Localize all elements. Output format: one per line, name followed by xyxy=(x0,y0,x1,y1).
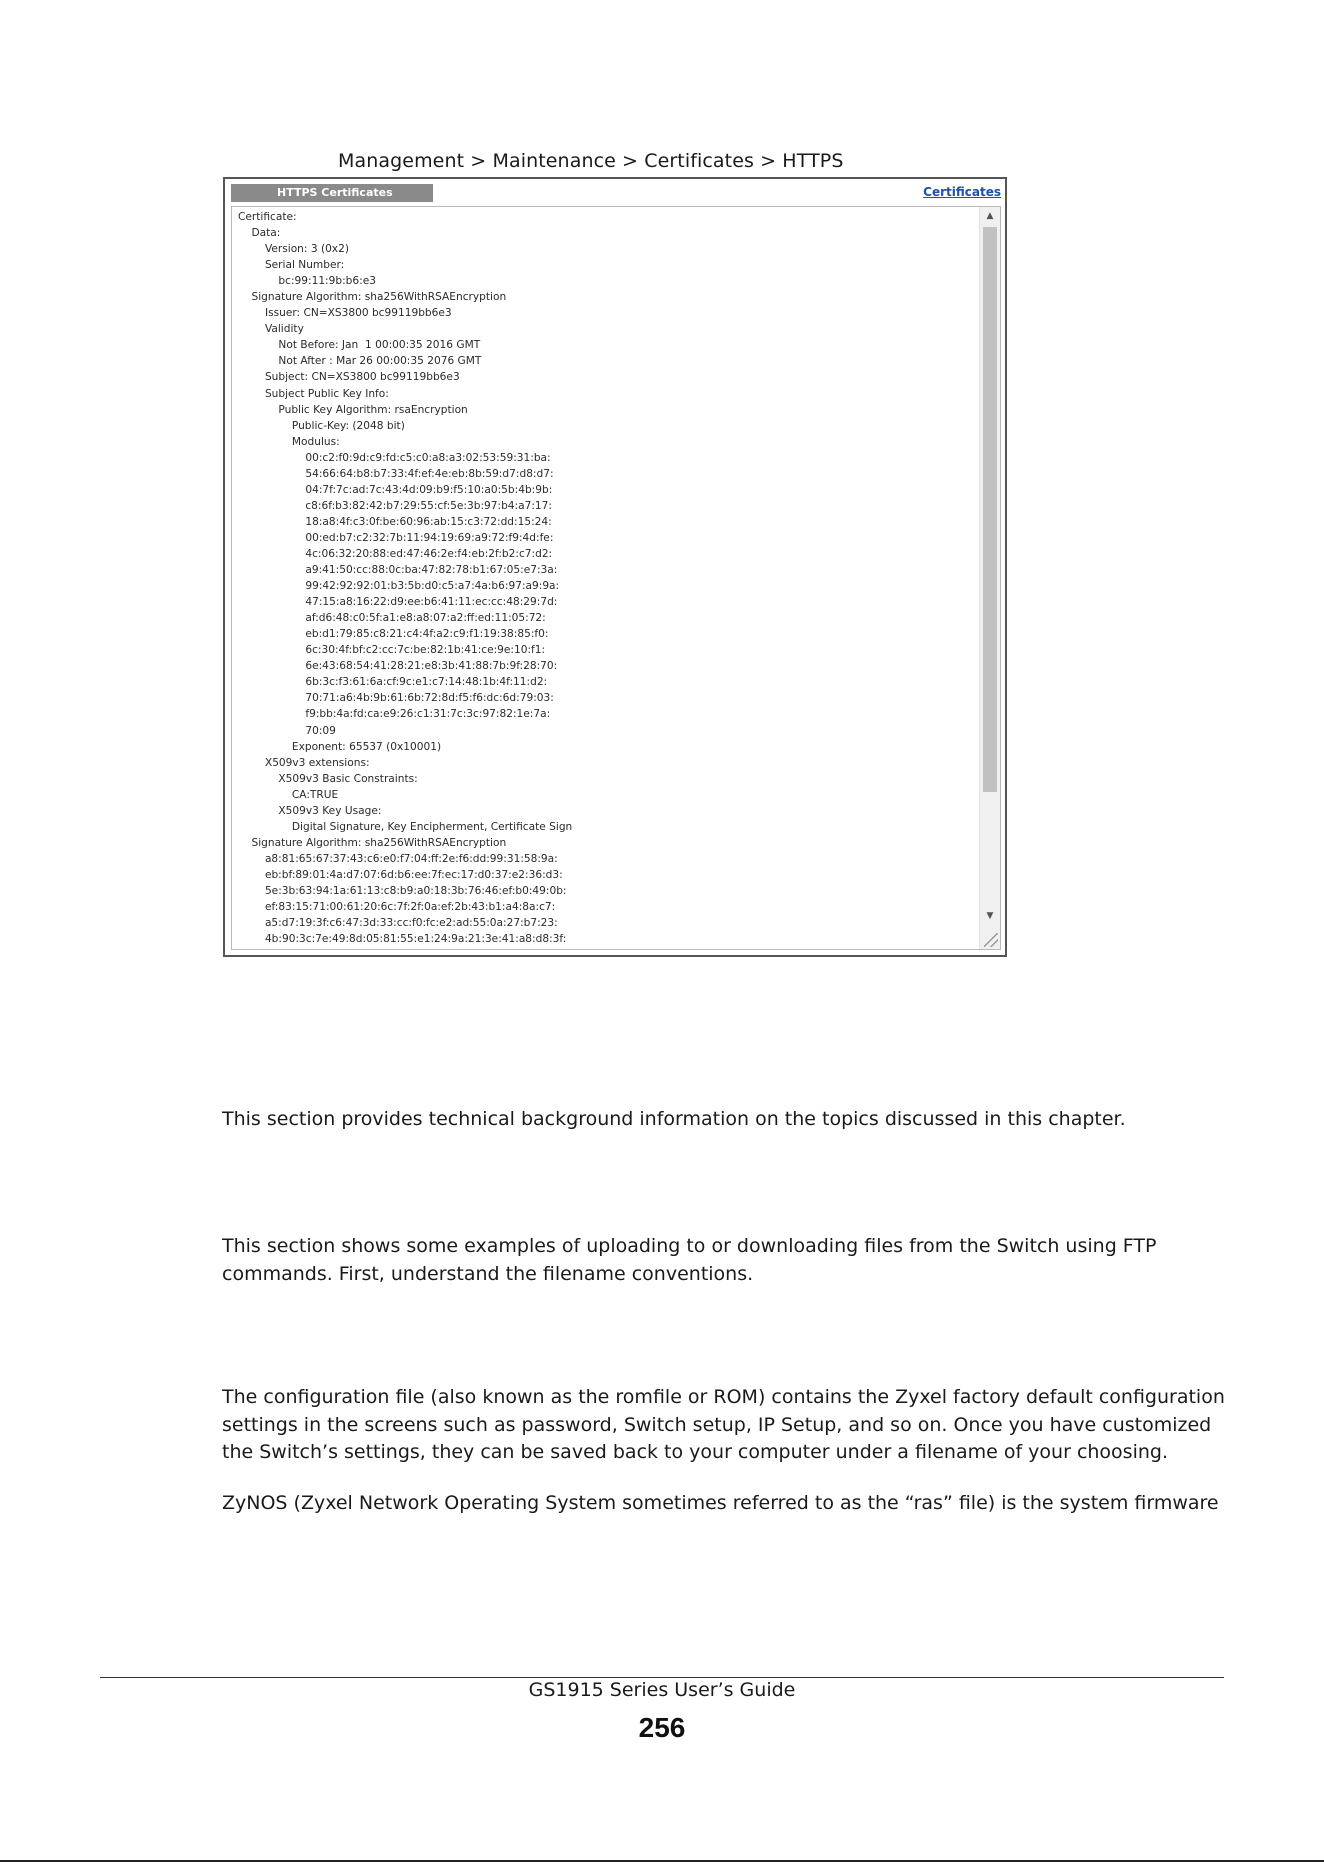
panel-tab-title: HTTPS Certificates xyxy=(231,184,433,202)
resize-grip-icon[interactable] xyxy=(984,933,998,947)
paragraph-background-info: This section provides technical background information on the topics discussed in this chapter. xyxy=(222,1108,1126,1130)
https-certificates-panel xyxy=(223,177,1007,957)
page-number: 256 xyxy=(638,1712,686,1743)
scroll-up-arrow-icon[interactable]: ▲ xyxy=(986,211,994,221)
paragraph-zynos: ZyNOS (Zyxel Network Operating System sometimes referred to as the “ras” file) is the system firmware xyxy=(222,1492,1219,1514)
scroll-down-arrow-icon[interactable]: ▼ xyxy=(986,911,994,921)
certificate-textarea[interactable] xyxy=(231,206,1001,950)
paragraph-configuration-file: The configuration file (also known as the romfile or ROM) contains the Zyxel factory default configuration settings in the screens such as password, Switch setup, IP Setup, and so on. Once you have customized the Switch’s settings, they can be saved back to your computer under a filename of your choosing. xyxy=(222,1386,1225,1463)
certificate-text: Certificate: Data: Version: 3 (0x2) Serial Number: bc:99:11:9b:b6:e3 Signature Algorithm: sha256WithRSAEncryption Issuer: CN=XS3800 bc99119bb6e3 Validity Not Before: Jan 1 00:00:35 2016 GMT Not After : Mar 26 00:00:35 2076 GMT Subject: CN=XS3800 bc99119bb6e3 Subject Public Key Info: Public Key Algorithm: rsaEncryption Public-Key: (2048 bit) Modulus: 00:c2:f0:9d:c9:fd:c5:c0:a8:a3:02:53:59:31:ba: 54:66:64:b8:b7:33:4f:ef:4e:eb:8b:59:d7:d8:d7: 04:7f:7c:ad:7c:43:4d:09:b9:f5:10:a0:5b:4b:9b: c8:6f:b3:82:42:b7:29:55:cf:5e:3b:97:b4:a7:17: 18:a8:4f:c3:0f:be:60:96:ab:15:c3:72:dd:15:24: 00:ed:b7:c2:32:7b:11:94:19:69:a9:72:f9:4d:fe: 4c:06:32:20:88:ed:47:46:2e:f4:eb:2f:b2:c7:d2: a9:41:50:cc:88:0c:ba:47:82:78:b1:67:05:e7:3a: 99:42:92:92:01:b3:5b:d0:c5:a7:4a:b6:97:a9:9a: 47:15:a8:16:22:d9:ee:b6:41:11:ec:cc:48:29:7d: af:d6:48:c0:5f:a1:e8:a8:07:a2:ff:ed:11:05:72: eb:d1:79:85:c8:21:c4:4f:a2:c9:f1:19:38:85:f0: 6c:30:4f:bf:c2:cc:7c:be:82:1b:41:ce:9e:10:f1: 6e:43:68:54:41:28:21:e8:3b:41:88:7b:9f:28:70: 6b:3c:f3:61:6a:cf:9c:e1:c7:14:48:1b:4f:11:d2: 70:71:a6:4b:9b:61:6b:72:8d:f5:f6:dc:6d:79:03: f9:bb:4a:fd:ca:e9:26:c1:31:7c:3c:97:82:1e:7a: 70:09 Exponent: 65537 (0x10001) X509v3 extensions: X509v3 Basic Constraints: CA:TRUE X509v3 Key Usage: Digital Signature, Key Encipherment, Certificate Sign Signature Algorithm: sha256WithRSAEncryption a8:81:65:67:37:43:c6:e0:f7:04:ff:2e:f6:dd:99:31:58:9a: eb:bf:89:01:4a:d7:07:6d:b6:ee:7f:ec:17:d0:37:e2:36:d3: 5e:3b:63:94:1a:61:13:c8:b9:a0:18:3b:76:46:ef:b0:49:0b: ef:83:15:71:00:61:20:6c:7f:2f:0a:ef:2b:43:b1:a4:8a:c7: a5:d7:19:3f:c6:47:3d:33:cc:f0:fc:e2:ad:55:0a:27:b7:23: 4b:90:3c:7e:49:8d:05:81:55:e1:24:9a:21:3e:41:a8:d8:3f: xyxy=(238,211,573,946)
footer-divider xyxy=(100,1677,1224,1678)
certificates-link[interactable]: Certificates xyxy=(923,185,1001,199)
breadcrumb: Management > Maintenance > Certificates > HTTPS xyxy=(338,150,844,172)
paragraph-ftp-examples: This section shows some examples of uploading to or downloading files from the Switch using FTP commands. First, understand the filename conventions. xyxy=(222,1235,1157,1285)
footer-title: GS1915 Series User’s Guide xyxy=(528,1679,796,1701)
bottom-rule xyxy=(0,1860,1324,1862)
scrollbar-thumb[interactable] xyxy=(983,227,997,792)
vertical-scrollbar[interactable] xyxy=(979,207,1000,949)
